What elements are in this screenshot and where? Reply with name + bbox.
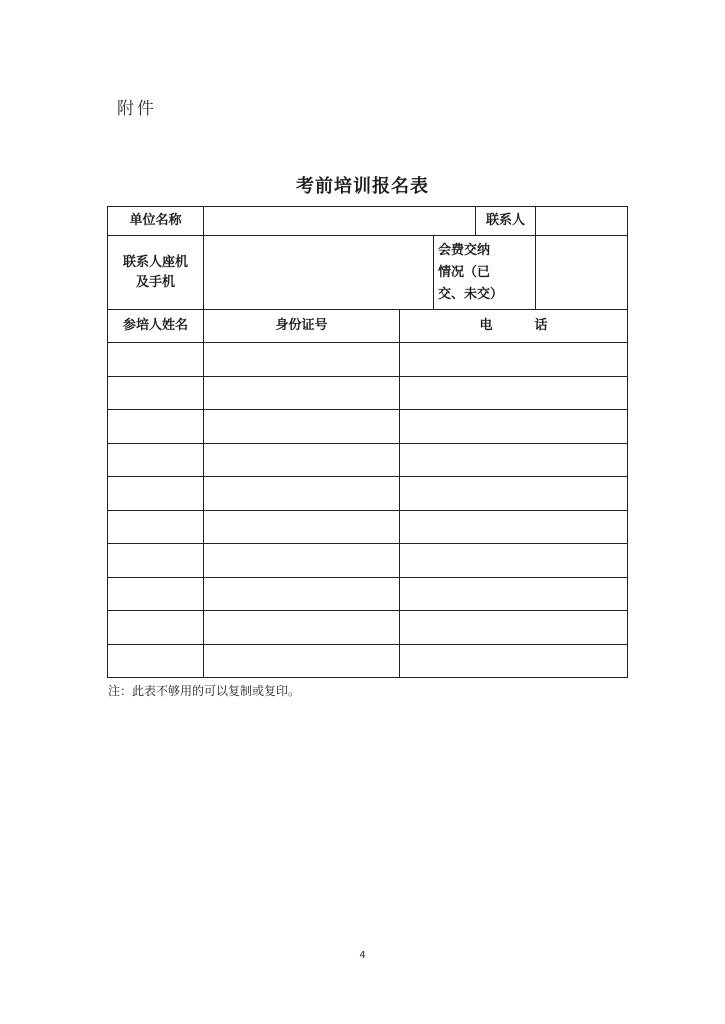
trainee-name-cell[interactable] [108,377,204,410]
table-row [108,343,628,377]
fee-status-field[interactable] [536,236,628,310]
trainee-name-cell[interactable] [108,477,204,511]
contact-phone-label-line1: 联系人座机 [122,254,188,270]
contact-phone-field[interactable] [204,236,434,310]
id-number-cell[interactable] [204,343,400,377]
phone-header-part2: 话 [534,318,548,333]
phone-cell[interactable] [400,343,628,377]
phone-cell[interactable] [400,410,628,444]
table-row [108,377,628,410]
trainee-name-cell[interactable] [108,578,204,611]
trainee-name-cell[interactable] [108,444,204,477]
table-header-row [108,310,628,343]
id-number-header: 身份证号 [204,310,400,343]
id-number-cell[interactable] [204,410,400,444]
phone-cell[interactable] [400,544,628,578]
form-title: 考前培训报名表 [296,176,429,197]
id-number-cell[interactable] [204,511,400,544]
phone-header-part1: 电 [479,318,493,333]
fee-status-label-line1: 会费交纳 [438,242,491,258]
contact-label: 联系人 [476,207,536,236]
id-number-cell[interactable] [204,645,400,678]
phone-cell[interactable] [400,578,628,611]
trainee-name-cell[interactable] [108,343,204,377]
fee-status-label-line3: 交、未交） [438,286,504,302]
trainee-name-cell[interactable] [108,511,204,544]
table-row [108,477,628,511]
fee-status-label-line2: 情况（已 [438,264,491,280]
table-row [108,410,628,444]
contact-phone-label-line2: 及手机 [135,274,175,290]
id-number-cell[interactable] [204,544,400,578]
table-row [108,444,628,477]
id-number-cell[interactable] [204,444,400,477]
trainee-name-cell[interactable] [108,410,204,444]
registration-form-table [107,206,628,678]
phone-cell[interactable] [400,477,628,511]
attachment-label: 附件 [117,99,157,119]
id-number-cell[interactable] [204,377,400,410]
page-number: 4 [359,950,366,961]
id-number-cell[interactable] [204,611,400,645]
contact-field[interactable] [536,207,628,236]
phone-header [400,310,628,343]
table-row [108,611,628,645]
contact-phone-row [108,236,628,310]
trainee-name-cell[interactable] [108,544,204,578]
unit-name-field[interactable] [204,207,476,236]
table-row [108,544,628,578]
phone-cell[interactable] [400,611,628,645]
table-row [108,511,628,544]
trainee-name-cell[interactable] [108,645,204,678]
footnote: 注：此表不够用的可以复制或复印。 [108,684,301,698]
phone-cell[interactable] [400,511,628,544]
id-number-cell[interactable] [204,578,400,611]
unit-name-label: 单位名称 [108,207,204,236]
fee-status-label [434,236,536,310]
table-row [108,645,628,678]
id-number-cell[interactable] [204,477,400,511]
unit-row [108,207,628,236]
phone-cell[interactable] [400,444,628,477]
phone-cell[interactable] [400,377,628,410]
phone-cell[interactable] [400,645,628,678]
trainee-name-cell[interactable] [108,611,204,645]
table-row [108,578,628,611]
trainee-name-header: 参培人姓名 [108,310,204,343]
contact-phone-label [108,236,204,310]
